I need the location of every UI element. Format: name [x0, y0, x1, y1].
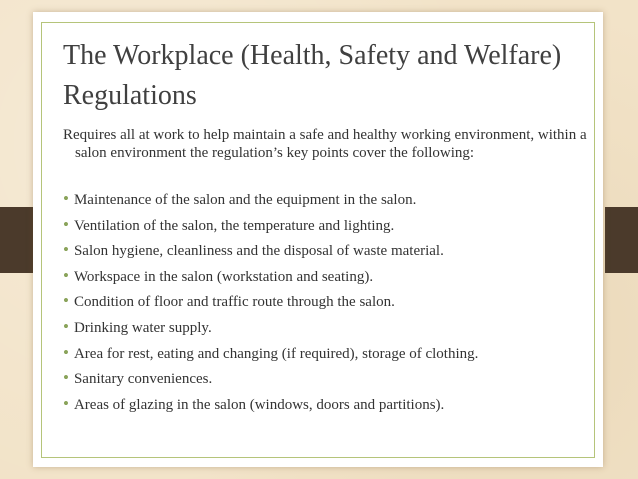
bullet-icon: • — [63, 240, 69, 260]
list-item — [63, 314, 603, 340]
bullet-icon: • — [63, 291, 69, 311]
bullet-icon: • — [63, 393, 69, 413]
list-item — [63, 391, 603, 417]
bullet-icon: • — [63, 265, 69, 285]
list-item-text: Condition of floor and traffic route through the salon. — [73, 294, 395, 311]
list-item — [63, 365, 603, 391]
list-item-text: Salon hygiene, cleanliness and the disposal of waste material. — [73, 243, 444, 260]
bullet-list — [63, 186, 603, 416]
list-item-text: Areas of glazing in the salon (windows, doors and partitions). — [73, 396, 445, 413]
bullet-icon: • — [63, 342, 69, 362]
list-item-text: Sanitary conveniences. — [73, 371, 213, 388]
list-item-text: Maintenance of the salon and the equipment in the salon. — [73, 192, 417, 208]
list-item — [63, 288, 603, 314]
slide-title: The Workplace (Health, Safety and Welfare) Regulations — [63, 40, 562, 111]
list-item-text: Area for rest, eating and changing (if required), storage of clothing. — [73, 345, 479, 362]
bullet-icon: • — [63, 189, 69, 208]
list-item — [63, 186, 603, 212]
bullet-icon: • — [63, 368, 69, 388]
bullet-icon: • — [63, 316, 69, 336]
list-item — [63, 237, 603, 263]
bullet-icon: • — [63, 214, 69, 234]
list-item — [63, 212, 603, 238]
right-side-tab — [605, 207, 638, 273]
intro-paragraph: Requires all at work to help maintain a safe and healthy working environment, within a salon environment the regulation’s key points cover the following: — [63, 127, 587, 161]
list-item — [63, 263, 603, 289]
list-item — [63, 340, 603, 366]
left-side-tab — [0, 207, 33, 273]
list-item-text: Drinking water supply. — [73, 319, 212, 336]
list-item-text: Workspace in the salon (workstation and seating). — [73, 268, 374, 285]
list-item-text: Ventilation of the salon, the temperature and lighting. — [73, 217, 395, 234]
